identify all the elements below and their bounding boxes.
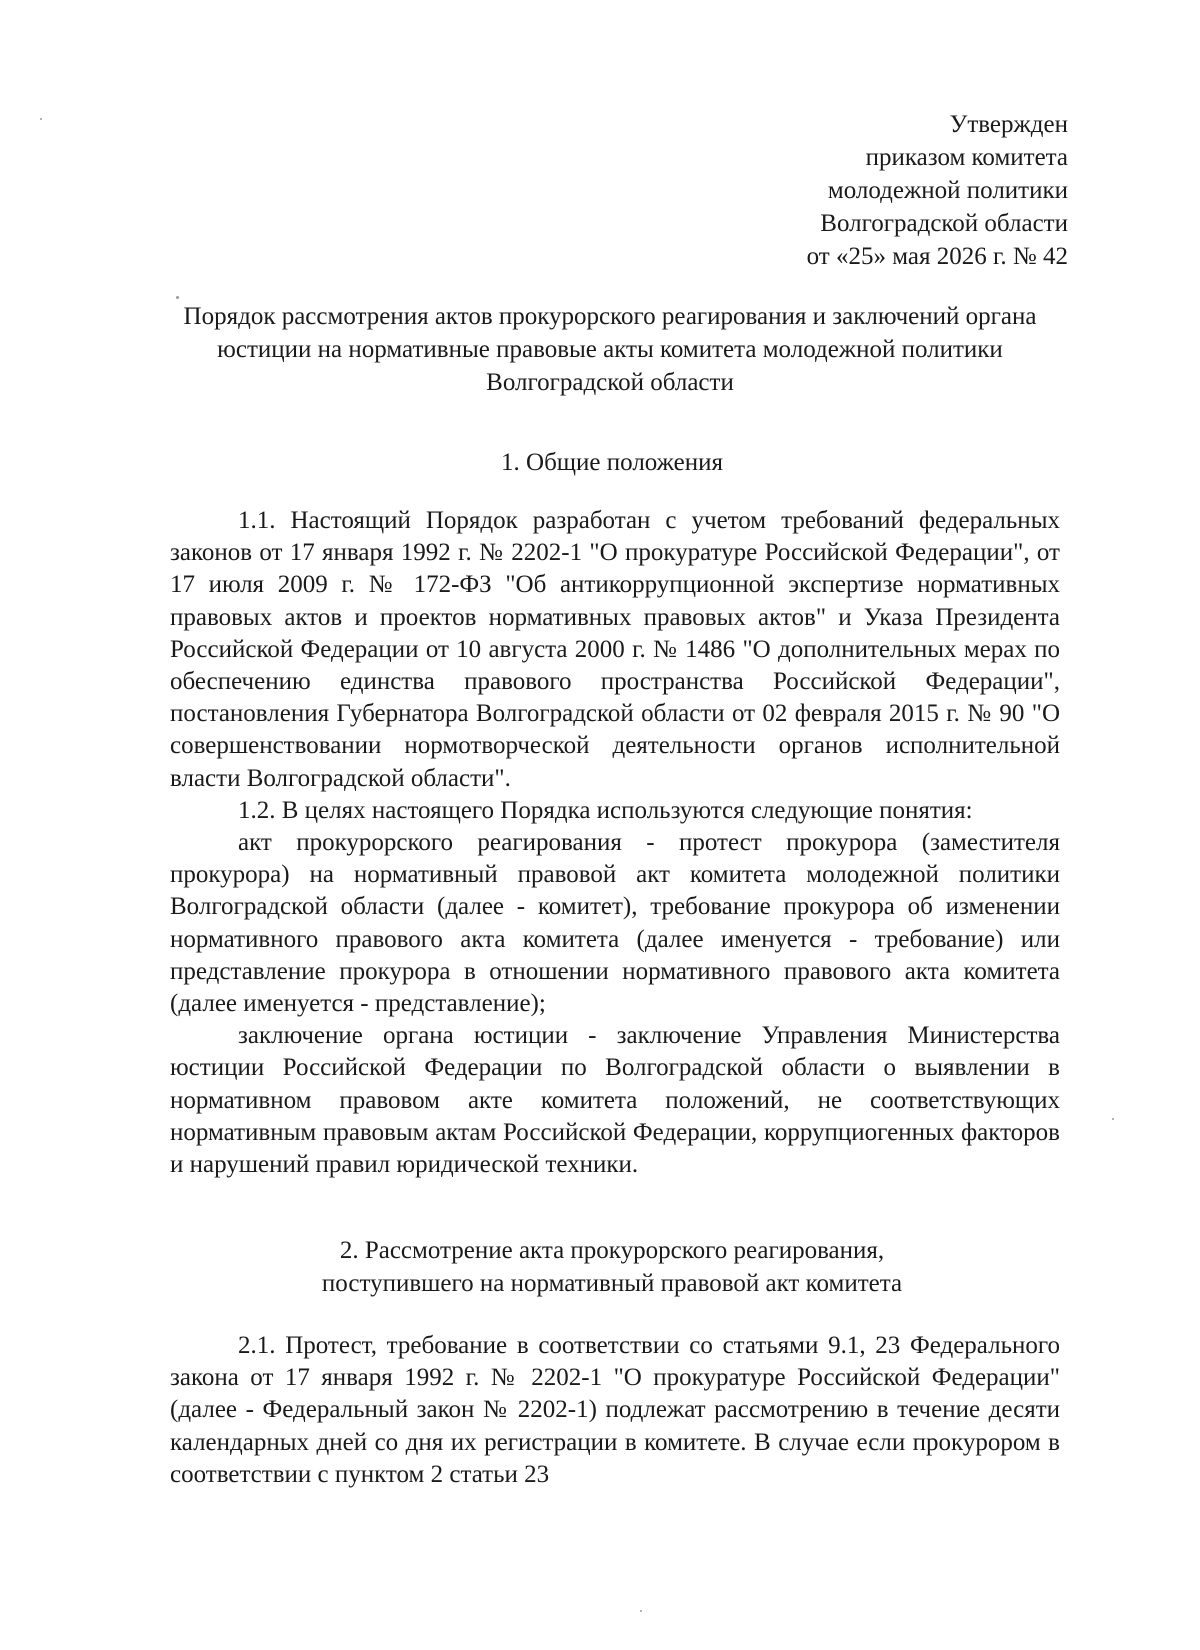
section-1-heading: 1. Общие положения: [501, 449, 723, 476]
paragraph-1-2: 1.2. В целях настоящего Порядка используются следующие понятия:: [238, 796, 973, 824]
section-2-heading-line: 2. Рассмотрение акта прокурорского реагирования,: [339, 1237, 885, 1264]
scan-speck: [1112, 1118, 1114, 1120]
definition-justice-conclusion: заключение органа юстиции - заключение Управления Министерства юстиции Российской Федерации по Волгоградской области о выявлении в нормативном правовом акте комитета положений, не соответствующих нормативным правовым актам Российской Федерации, коррупциогенных факторов и нарушений правил юридической техники.: [170, 1022, 1060, 1179]
scan-speck: [640, 1610, 642, 1612]
section-2-body: [170, 1330, 1060, 1491]
scan-speck: [40, 118, 42, 120]
section-2-heading: [162, 1234, 1062, 1300]
approval-line: приказом комитета: [865, 144, 1068, 171]
approval-line: молодежной политики: [827, 177, 1068, 204]
approval-stamp-block: [807, 108, 1068, 273]
section-2-heading-line: поступившего на нормативный правовой акт комитета: [321, 1270, 903, 1297]
scan-speck: [176, 296, 179, 299]
paragraph-2-1: 2.1. Протест, требование в соответствии со статьями 9.1, 23 Федерального закона от 17 января 1992 г. № 2202-1 "О прокуратуре Российской Федерации" (далее - Федеральный закон № 2202-1) подлежат рассмотрению в течение десяти календарных дней со дня их регистрации в комитете. В случае если прокурором в соответствии с пунктом 2 статьи 23: [170, 1332, 1060, 1488]
section-1-body: [170, 505, 1060, 1181]
approval-line: Утвержден: [949, 111, 1068, 138]
document-title: Порядок рассмотрения актов прокурорского реагирования и заключений органа юстиции на нормативные правовые акты комитета молодежной политики Волгоградской области: [183, 303, 1037, 396]
definition-prosecutor-act: акт прокурорского реагирования - протест прокурора (заместителя прокурора) на нормативный правовой акт комитета молодежной политики Волгоградской области (далее - комитет), требование прокурора об изменении нормативного правового акта комитета (далее именуется - требование) или представление прокурора в отношении нормативного правового акта комитета (далее именуется - представление);: [170, 829, 1060, 1018]
paragraph-1-1: 1.1. Настоящий Порядок разработан с учетом требований федеральных законов от 17 января 1992 г. № 2202-1 "О прокуратуре Российской Федерации", от 17 июля 2009 г. № 172-ФЗ "Об антикоррупционной экспертизе нормативных правовых актов и проектов нормативных правовых актов" и Указа Президента Российской Федерации от 10 августа 2000 г. № 1486 "О дополнительных мерах по обеспечению единства правового пространства Российской Федерации", постановления Губернатора Волгоградской области от 02 февраля 2015 г. № 90 "О совершенствовании нормотворческой деятельности органов исполнительной власти Волгоградской области".: [170, 507, 1060, 792]
approval-date-line: от «25» мая 2026 г. № 42: [806, 243, 1068, 270]
approval-line: Волгоградской области: [820, 210, 1068, 237]
